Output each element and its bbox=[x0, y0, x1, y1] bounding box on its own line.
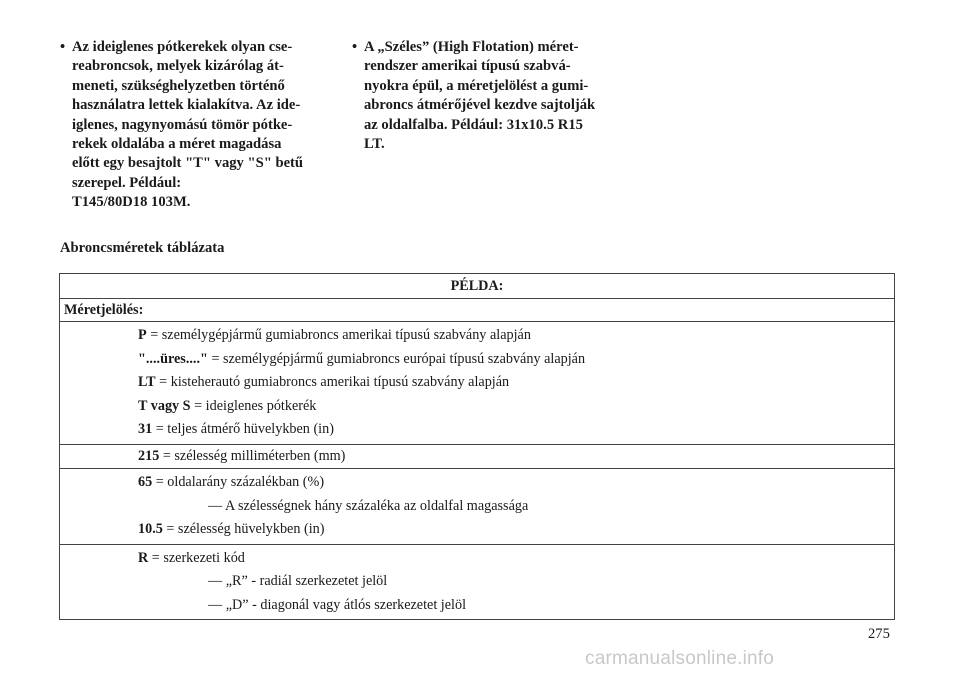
section-title: Abroncsméretek táblázata bbox=[60, 240, 225, 256]
code-desc: = szélesség hüvelykben (in) bbox=[162, 521, 325, 537]
table-line bbox=[60, 395, 894, 419]
code-desc: = oldalarány százalékban (%) bbox=[152, 474, 325, 490]
code-desc: = teljes átmérő hüvelykben (in) bbox=[152, 421, 334, 437]
table-subheader: Méretjelölés: bbox=[60, 299, 895, 322]
table-subline: — „D” - diagonál vagy átlós szerkezetet jelöl bbox=[208, 596, 467, 613]
text-line: szerepel. Például: bbox=[72, 174, 182, 191]
right-column bbox=[352, 38, 606, 154]
text-line: használatra lettek kialakítva. Az ide- bbox=[72, 97, 301, 114]
bullet-text bbox=[72, 38, 312, 213]
text-line: rendszer amerikai típusú szabvá- bbox=[364, 58, 571, 75]
page-number: 275 bbox=[868, 626, 890, 642]
table-cell-width-mm bbox=[60, 444, 895, 469]
table-line bbox=[60, 418, 894, 442]
code-key: 10.5 bbox=[138, 521, 163, 537]
table-cell-aspect-ratio bbox=[60, 469, 895, 545]
table-header: PÉLDA: bbox=[60, 274, 895, 299]
tire-size-table bbox=[59, 273, 895, 620]
text-line: T145/80D18 103M. bbox=[72, 194, 191, 211]
table-row bbox=[60, 544, 895, 620]
code-key: 65 bbox=[138, 474, 153, 490]
text-line: Az ideiglenes pótkerekek olyan cse- bbox=[72, 39, 293, 55]
text-line: iglenes, nagynyomású tömör pótke- bbox=[72, 116, 293, 133]
bullet-high-flotation bbox=[352, 38, 606, 154]
code-key: LT bbox=[138, 374, 156, 390]
text-line: A „Széles” (High Flotation) méret- bbox=[364, 39, 579, 55]
code-key: T vagy S bbox=[138, 397, 191, 414]
table-row bbox=[60, 322, 895, 445]
table-line bbox=[60, 471, 894, 495]
text-line: meneti, szükséghelyzetben történő bbox=[72, 77, 285, 94]
code-desc: = személygépjármű gumiabroncs európai típusú szabvány alapján bbox=[207, 350, 586, 367]
table-subheader-row bbox=[60, 299, 895, 322]
code-desc: = szélesség milliméterben (mm) bbox=[159, 447, 346, 464]
code-key: R bbox=[138, 549, 149, 566]
code-desc: = szerkezeti kód bbox=[148, 549, 245, 566]
table-row bbox=[60, 469, 895, 545]
table-line bbox=[60, 371, 894, 395]
table-line bbox=[60, 547, 894, 571]
text-line: abroncs átmérőjével kezdve sajtolják bbox=[364, 97, 596, 114]
text-line: előtt egy besajtolt "T" vagy "S" betű bbox=[72, 155, 304, 172]
table-subline: — „R” - radiál szerkezetet jelöl bbox=[208, 573, 388, 589]
table-line bbox=[60, 445, 894, 469]
text-line: az oldalfalba. Például: 31x10.5 R15 bbox=[364, 116, 583, 133]
code-key: 31 bbox=[138, 421, 153, 437]
bullet-dot: • bbox=[352, 39, 358, 55]
left-column bbox=[60, 38, 312, 213]
code-key: P bbox=[138, 327, 147, 343]
code-desc: = ideiglenes pótkerék bbox=[190, 397, 317, 414]
text-line: rekek oldalába a méret magadása bbox=[72, 136, 282, 153]
table-line bbox=[60, 324, 894, 348]
code-desc: = személygépjármű gumiabroncs amerikai típusú szabvány alapján bbox=[146, 327, 531, 343]
bullet-temporary-spare bbox=[60, 38, 312, 213]
code-key: "....üres...." bbox=[138, 350, 208, 367]
table-row bbox=[60, 444, 895, 469]
code-desc: = kisteherautó gumiabroncs amerikai típusú szabvány alapján bbox=[155, 374, 510, 390]
text-line: reabroncsok, melyek kizárólag át- bbox=[72, 58, 284, 75]
watermark: carmanualsonline.info bbox=[585, 648, 775, 669]
table-cell-construction bbox=[60, 544, 895, 620]
table-cell-type-codes bbox=[60, 322, 895, 445]
code-key: 215 bbox=[138, 447, 160, 464]
bullet-dot: • bbox=[60, 39, 66, 55]
text-line: LT. bbox=[364, 136, 385, 153]
bullet-text bbox=[364, 38, 606, 154]
table-line bbox=[60, 518, 894, 542]
table-subline: — A szélességnek hány százaléka az oldalfal magassága bbox=[208, 497, 529, 514]
table-line bbox=[60, 348, 894, 372]
text-line: nyokra épül, a méretjelölést a gumi- bbox=[364, 77, 589, 94]
table-header-row bbox=[60, 274, 895, 299]
